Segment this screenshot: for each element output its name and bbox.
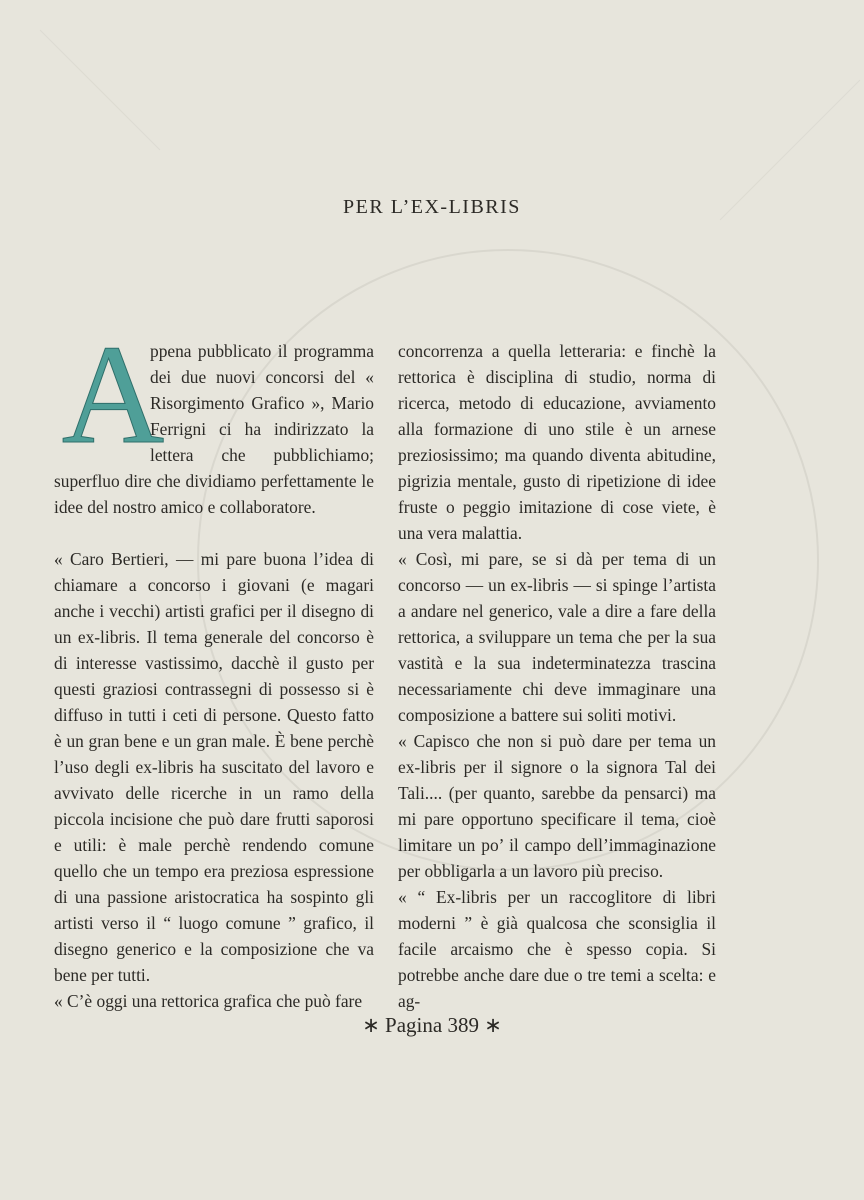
intro-text: ppena pubblicato il programma dei due nuovi concorsi del « Risorgimento Grafico », Mario Ferrigni ci ha indirizzato la lettera che pubblichiamo; superfluo dire che dividiamo perfettamente le idee del nostro amico e collaboratore. — [54, 341, 374, 517]
page-title: PER L’EX-LIBRIS — [343, 196, 521, 218]
right-column — [398, 338, 716, 1014]
svg-text:A: A — [61, 315, 165, 473]
page-number: ∗ Pagina 389 ∗ — [362, 1013, 502, 1037]
left-column — [54, 315, 374, 1014]
paragraph: « Caro Bertieri, — mi pare buona l’idea di chiamare a concorso i giovani (e magari anche i vecchi) artisti grafici per il disegno di un ex-libris. Il tema generale del concorso è di interesse vastissimo, dacchè il gusto per questi graziosi contrassegni di possesso si è diffuso in tutti i ceti di persone. Questo fatto è un gran bene e un gran male. È bene perchè l’uso degli ex-libris ha suscitato del lavoro e avvivato delle ricerche in un ramo della piccola incisione che può dare frutti saporosi e utili: è male perchè rendendo comune quello che un tempo era preziosa espressione di una passione aristocratica ha sospinto gli artisti verso il “ luogo comune ” grafico, il disegno generico e la composizione che va bene per tutti. — [54, 549, 374, 985]
paragraph — [54, 315, 374, 520]
paragraph: concorrenza a quella letteraria: e finchè la rettorica è disciplina di studio, norma di ricerca, metodo di educazione, avviamento alla formazione di uno stile è un arnese preziosissimo; ma quando diventa abitudine, pigrizia mentale, gusto di ripetizione di idee fruste o peggio imitazione di cose viete, è una vera malattia. — [398, 341, 716, 543]
dropcap-letter-icon — [61, 315, 165, 473]
paragraph: « Capisco che non si può dare per tema un ex-libris per il signore o la signora Tal dei Tali.... (per quanto, sarebbe da pensarci) ma mi pare opportuno specificare il tema, cioè limitare un po’ il campo dell’immaginazione per obbligarla a un lavoro più preciso. — [398, 731, 716, 881]
paragraph: « Così, mi pare, se si dà per tema di un concorso — un ex-libris — si spinge l’artista a andare nel generico, vale a dire a fare della rettorica, a sviluppare un tema che per la sua vastità e la sua indeterminatezza trascina necessariamente chi deve immaginare una composizione a battere sui soliti motivi. — [398, 549, 716, 725]
paragraph: « “ Ex-libris per un raccoglitore di libri moderni ” è già qualcosa che sconsiglia il facile arcaismo che è spesso copia. Si potrebbe anche dare due o tre temi a scelta: e ag- — [398, 887, 716, 1011]
paragraph: « C’è oggi una rettorica grafica che può fare — [54, 991, 363, 1011]
